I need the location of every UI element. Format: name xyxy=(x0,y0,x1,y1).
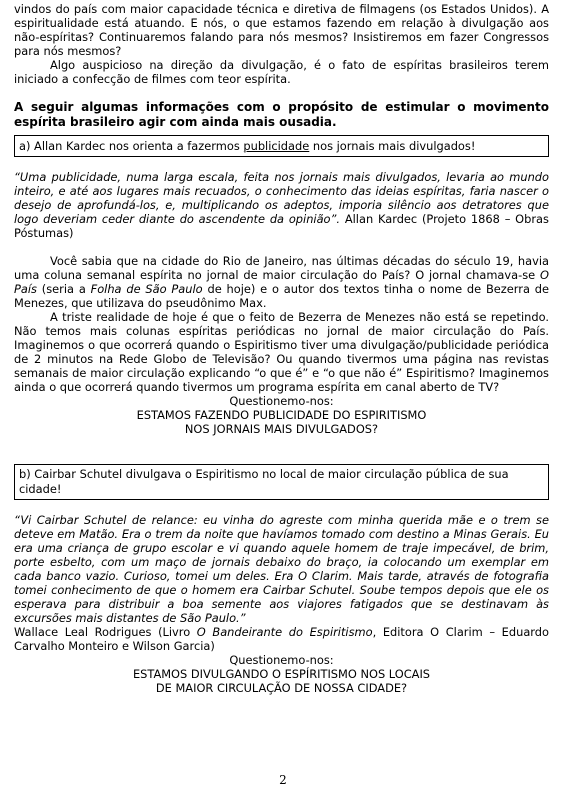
cairbar-quote xyxy=(14,513,549,625)
intro-paragraph-1: vindos do país com maior capacidade técnica e diretiva de filmagens (os Estados Unidos). A espiritualidade está atuando. E nós, o que estamos fazendo em relação à divulgação aos não-espíritas? Continuaremos falando para nós mesmos? Insistiremos em fazer Congressos para nós mesmos? xyxy=(14,2,549,58)
book-title: O Bandeirante do Espiritismo xyxy=(196,625,373,639)
cairbar-quote-source xyxy=(14,625,549,653)
cairbar-quote-text: “Vi Cairbar Schutel de relance: eu vinha do agreste com minha querida mãe e o trem se deteve em Matão. Era o trem da noite que havíamos tomado com destino a Minas Gerais. Eu era uma criança de grupo escolar e vi quando aquele homem de traje impecável, de brim, porte esbelto, com um maço de jornais debaixo do braço, ia colocando um exemplar em cada banco vazio. Curioso, tomei um deles. Era O Clarim. Mais tarde, através de fotografia tomei conhecimento de que o homem era Cairbar Schutel. Soube tempos depois que ele os esperava para distribuir a boa semente aos viajores fatigados que se destinavam às excursões mais distantes de São Paulo.” xyxy=(14,513,549,625)
newspaper-name-o-pais: O País xyxy=(14,268,549,296)
section-b-title-box xyxy=(14,464,549,500)
section-a-title-box xyxy=(14,135,549,157)
page-number: 2 xyxy=(279,773,287,787)
section-a-question-line-2: NOS JORNAIS MAIS DIVULGADOS? xyxy=(184,422,379,436)
section-b-question-intro: Questionemo-nos: xyxy=(229,653,334,667)
section-b-question-line-2: DE MAIOR CIRCULAÇÃO DE NOSSA CIDADE? xyxy=(155,681,408,695)
section-a-p1-text-a: Você sabia que na cidade do Rio de Janeiro, nas últimas décadas do século 19, havia uma coluna semanal espírita no jornal de maior circulação do País? O jornal chamava-se xyxy=(14,254,549,282)
section-b-question xyxy=(14,653,549,695)
section-a-p1-text-c: de hoje) e o autor dos textos tinha o nome de Bezerra de Menezes, que utilizava do pseudônimo Max. xyxy=(14,282,550,310)
intro-paragraph-2: Algo auspicioso na direção da divulgação, é o fato de espíritas brasileiros terem iniciado a confecção de filmes com teor espírita. xyxy=(14,58,549,86)
newspaper-name-folha: Folha de São Paulo xyxy=(90,282,203,296)
kardec-quote xyxy=(14,170,549,240)
section-a-question xyxy=(14,394,549,436)
kardec-quote-text: “Uma publicidade, numa larga escala, feita nos jornais mais divulgados, levaria ao mundo inteiro, e até aos lugares mais recuados, o conhecimento das ideias espíritas, faria nascer o desejo de aprofundá-los, e, multiplicando os adeptos, imporia silêncio aos detratores que logo deveriam ceder diante do ascendente da opinião”. xyxy=(14,170,549,226)
kardec-quote-source: Allan Kardec (Projeto 1868 – Obras Póstumas) xyxy=(14,212,549,240)
section-b-title: b) Cairbar Schutel divulgava o Espiritismo no local de maior circulação pública de sua cidade! xyxy=(19,467,509,496)
document-page xyxy=(14,0,549,695)
section-a-question-intro: Questionemo-nos: xyxy=(229,394,334,408)
section-a-title-post: nos jornais mais divulgados! xyxy=(309,139,476,153)
section-a-title-pre: a) Allan Kardec nos orienta a fazermos xyxy=(19,139,244,153)
section-a-paragraph-1 xyxy=(14,254,549,310)
source-text-b: , Editora O Clarim – Eduardo Carvalho Monteiro e Wilson Garcia) xyxy=(14,625,549,653)
section-a-question-line-1: ESTAMOS FAZENDO PUBLICIDADE DO ESPIRITISMO xyxy=(136,408,427,422)
section-b-question-line-1: ESTAMOS DIVULGANDO O ESPÍRITISMO NOS LOCAIS xyxy=(132,667,431,681)
section-a-p1-text-b: (seria a xyxy=(36,282,91,296)
section-a-title-underlined: publicidade xyxy=(243,139,310,153)
source-text-a: Wallace Leal Rodrigues (Livro xyxy=(14,625,197,639)
section-heading: A seguir algumas informações com o propósito de estimular o movimento espírita brasileiro agir com ainda mais ousadia. xyxy=(14,100,549,129)
section-a-paragraph-2: A triste realidade de hoje é que o feito de Bezerra de Menezes não está se repetindo. Não temos mais colunas espíritas periódicas no jornal de maior circulação do País. Imaginemos o que ocorrerá quando o Espiritismo tiver uma divulgação/publicidade periódica de 2 minutos na Rede Globo de Televisão? Ou quando tivermos uma página nas revistas semanais de maior circulação explicando “o que é” e “o que não é” Espiritismo? Imaginemos ainda o que ocorrerá quando tivermos um programa espírita em canal aberto de TV? xyxy=(14,310,549,394)
